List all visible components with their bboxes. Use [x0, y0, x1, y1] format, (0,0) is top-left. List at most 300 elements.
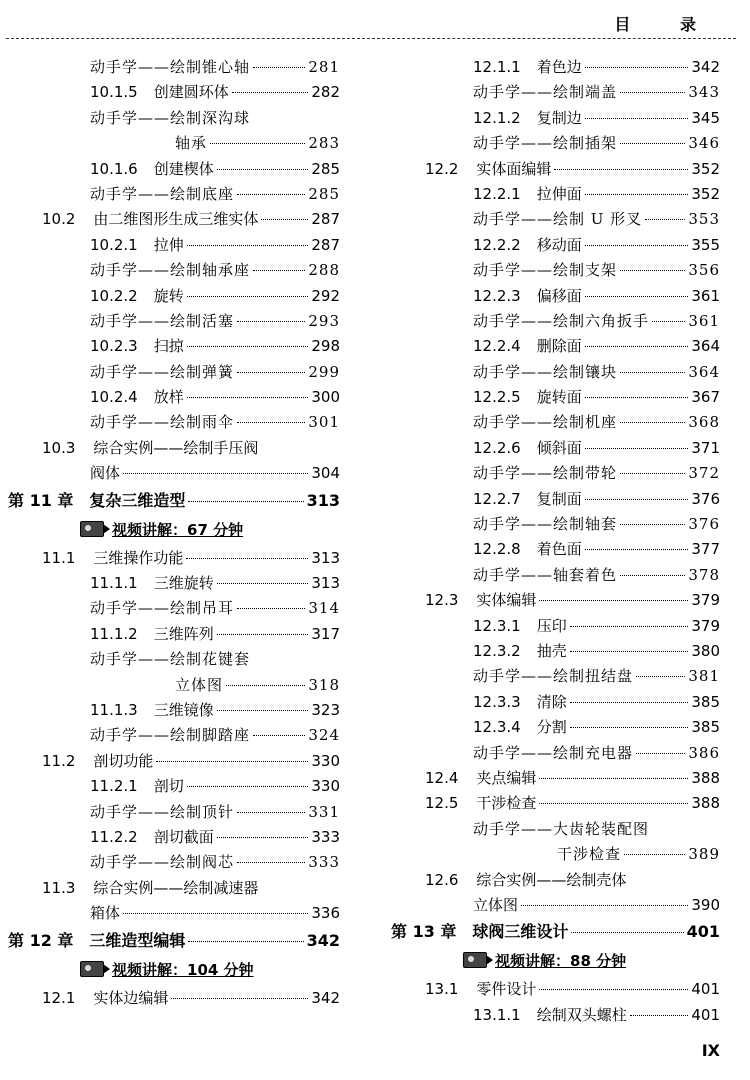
toc-entry-title: 动手学——轴套着色 [473, 565, 618, 584]
toc-page-number: 361 [688, 311, 720, 330]
toc-entry-title: 动手学——绘制锥心轴 [90, 58, 251, 76]
toc-exercise-entry [0, 183, 340, 208]
toc-entry-title: 旋转 [153, 286, 184, 305]
video-duration-note [385, 950, 720, 978]
toc-subsection-entry [0, 572, 340, 597]
toc-page-number: 318 [308, 675, 340, 694]
toc-subsection-entry [385, 538, 720, 563]
toc-subsection-entry [0, 285, 340, 310]
toc-section-entry [0, 208, 340, 233]
toc-subsection-entry [0, 81, 340, 106]
video-duration-note [0, 959, 340, 987]
toc-entry-title: 复制面 [536, 489, 582, 508]
dot-leader [630, 1015, 689, 1016]
toc-page-number: 298 [311, 337, 340, 356]
toc-entry-title: 立体图 [473, 895, 519, 914]
toc-page-number: 376 [688, 515, 720, 534]
toc-subsection-entry [0, 623, 340, 648]
dot-leader [620, 473, 685, 474]
video-camera-icon [80, 521, 104, 537]
toc-subsection-entry [385, 56, 720, 81]
dot-leader [217, 583, 309, 584]
toc-entry-title: 球阀三维设计 [472, 922, 569, 942]
toc-page-number: 353 [688, 210, 720, 229]
toc-entry-number: 13.1.1 [473, 1005, 521, 1024]
toc-entry-title: 动手学——绘制插架 [473, 134, 618, 153]
video-label: 视频讲解：104 分钟 [112, 960, 254, 979]
toc-entry-number: 11.1.1 [90, 574, 138, 593]
toc-entry-title: 三维造型编辑 [89, 930, 186, 950]
toc-page-number: 352 [691, 159, 720, 178]
toc-left-column [0, 56, 340, 1012]
toc-subsection-entry [385, 615, 720, 640]
toc-entry-number: 12.2.8 [473, 540, 521, 559]
toc-section-entry [385, 767, 720, 792]
toc-page-number: 283 [308, 134, 340, 153]
toc-page-number: 378 [688, 565, 720, 584]
toc-entry-title: 动手学——绘制六角扳手 [473, 311, 650, 330]
toc-entry-number: 第 13 章 [391, 922, 457, 942]
dot-leader [620, 575, 685, 576]
toc-entry-number: 11.2.2 [90, 827, 138, 846]
toc-entry-title: 动手学——绘制机座 [473, 413, 618, 432]
dot-leader [620, 422, 685, 423]
toc-page-number: 356 [688, 261, 720, 280]
toc-entry-title: 动手学——绘制深沟球 [90, 108, 251, 127]
toc-entry-title: 动手学——绘制支架 [473, 261, 618, 280]
dot-leader [188, 941, 303, 942]
toc-entry-number: 10.3 [42, 438, 76, 457]
toc-page-number: 342 [311, 988, 340, 1007]
toc-subsection-entry [385, 386, 720, 411]
dot-leader [585, 67, 689, 68]
toc-page-number: 364 [688, 362, 720, 381]
dot-leader [186, 558, 308, 559]
toc-entry-title: 拉伸 [153, 235, 184, 254]
toc-page-number: 401 [691, 1005, 720, 1024]
toc-entry-title: 零件设计 [476, 980, 537, 999]
toc-entry-title: 动手学——绘制 U 形叉 [473, 210, 643, 229]
toc-exercise-entry [385, 411, 720, 436]
toc-entry-number: 12.1 [42, 988, 76, 1007]
toc-exercise-entry [385, 843, 720, 868]
dot-leader [232, 92, 309, 93]
toc-section-entry [0, 902, 340, 927]
dot-leader [624, 854, 685, 855]
toc-section-entry [385, 589, 720, 614]
toc-subsection-entry [385, 716, 720, 741]
toc-section-entry [385, 978, 720, 1003]
toc-entry-number: 第 11 章 [8, 490, 74, 510]
toc-page-number: 323 [311, 700, 340, 719]
toc-entry-number: 10.1.6 [90, 159, 138, 178]
toc-entry-title: 动手学——绘制充电器 [473, 743, 634, 762]
toc-page-number: 377 [691, 540, 720, 559]
toc-subsection-entry [385, 107, 720, 132]
toc-section-entry [0, 877, 340, 902]
toc-entry-title: 综合实例——绘制壳体 [476, 870, 627, 889]
toc-page-number: 386 [688, 743, 720, 762]
toc-exercise-entry [0, 851, 340, 876]
dot-leader [187, 245, 309, 246]
toc-entry-number: 12.3 [425, 591, 459, 610]
toc-subsection-entry [385, 437, 720, 462]
toc-exercise-entry [0, 56, 340, 81]
toc-subsection-entry [0, 335, 340, 360]
toc-entry-title: 动手学——绘制雨伞 [90, 413, 235, 432]
toc-exercise-entry [0, 801, 340, 826]
footer-page-number: IX [701, 1041, 720, 1060]
toc-entry-title: 移动面 [536, 235, 582, 254]
toc-subsection-entry [0, 234, 340, 259]
toc-entry-title: 清除 [536, 692, 567, 711]
toc-page-number: 293 [308, 311, 340, 330]
toc-section-entry [385, 792, 720, 817]
toc-chapter-entry [385, 919, 720, 950]
video-label: 视频讲解：88 分钟 [495, 952, 627, 971]
toc-entry-number: 12.2.3 [473, 286, 521, 305]
toc-entry-title: 删除面 [536, 337, 582, 356]
toc-entry-number: 12.1.2 [473, 108, 521, 127]
toc-entry-number: 11.1.2 [90, 624, 138, 643]
dot-leader [620, 143, 685, 144]
toc-page-number: 333 [308, 853, 340, 872]
toc-entry-title: 动手学——绘制阀芯 [90, 853, 235, 872]
toc-entry-title: 动手学——绘制活塞 [90, 311, 235, 330]
toc-subsection-entry [385, 691, 720, 716]
toc-exercise-entry [385, 462, 720, 487]
toc-entry-number: 12.2.7 [473, 489, 521, 508]
toc-entry-number: 11.1.3 [90, 700, 138, 719]
toc-entry-title: 夹点编辑 [476, 768, 537, 787]
toc-entry-title: 三维操作功能 [93, 548, 184, 567]
toc-entry-number: 12.6 [425, 870, 459, 889]
dot-leader [539, 989, 688, 990]
toc-entry-title: 干涉检查 [476, 794, 537, 813]
toc-entry-title: 综合实例——绘制减速器 [93, 878, 259, 897]
toc-entry-title: 动手学——大齿轮装配图 [473, 819, 650, 838]
toc-exercise-entry [385, 81, 720, 106]
toc-subsection-entry [0, 699, 340, 724]
toc-entry-title: 着色边 [536, 58, 582, 76]
toc-page-number: 299 [308, 362, 340, 381]
dot-leader [585, 118, 689, 119]
toc-subsection-entry [385, 640, 720, 665]
toc-entry-number: 11.2 [42, 751, 76, 770]
toc-section-entry [0, 462, 340, 487]
toc-page-number: 352 [691, 184, 720, 203]
toc-page-number: 389 [688, 845, 720, 864]
toc-entry-title: 实体面编辑 [476, 159, 552, 178]
toc-page-number: 345 [691, 108, 720, 127]
dot-leader [217, 837, 309, 838]
toc-page-number: 361 [691, 286, 720, 305]
dot-leader [123, 473, 308, 474]
video-label: 视频讲解：67 分钟 [112, 520, 244, 539]
toc-chapter-entry [0, 928, 340, 959]
toc-entry-number: 10.2.4 [90, 388, 138, 407]
toc-exercise-entry [0, 724, 340, 749]
toc-exercise-entry [385, 564, 720, 589]
toc-entry-title: 绘制双头螺柱 [536, 1005, 627, 1024]
toc-entry-number: 10.1.5 [90, 83, 138, 102]
dot-leader [620, 524, 685, 525]
toc-entry-title: 复制边 [536, 108, 582, 127]
toc-page-number: 292 [311, 286, 340, 305]
toc-exercise-entry [385, 665, 720, 690]
dot-leader [217, 634, 309, 635]
toc-page-number: 401 [691, 980, 720, 999]
dot-leader [636, 753, 685, 754]
toc-section-entry [0, 987, 340, 1012]
toc-page-number: 368 [688, 413, 720, 432]
toc-entry-title: 实体边编辑 [93, 988, 169, 1007]
dot-leader [554, 169, 688, 170]
toc-exercise-entry [385, 818, 720, 843]
toc-entry-title: 动手学——绘制脚踏座 [90, 726, 251, 745]
toc-exercise-entry [385, 361, 720, 386]
toc-entry-number: 11.3 [42, 878, 76, 897]
toc-page-number: 371 [691, 438, 720, 457]
toc-exercise-entry [0, 361, 340, 386]
toc-page-number: 285 [311, 159, 340, 178]
toc-page-number: 367 [691, 388, 720, 407]
toc-entry-title: 旋转面 [536, 388, 582, 407]
toc-page-number: 390 [691, 895, 720, 914]
dot-leader [261, 219, 308, 220]
toc-entry-title: 动手学——绘制镶块 [473, 362, 618, 381]
toc-page-number: 380 [691, 641, 720, 660]
toc-entry-number: 10.2.2 [90, 286, 138, 305]
toc-entry-title: 动手学——绘制花键套 [90, 650, 251, 669]
toc-exercise-entry [0, 674, 340, 699]
toc-entry-title: 动手学——绘制底座 [90, 184, 235, 203]
toc-entry-number: 11.2.1 [90, 777, 138, 796]
toc-entry-number: 12.2.1 [473, 184, 521, 203]
toc-entry-title: 动手学——绘制带轮 [473, 464, 618, 483]
toc-page-number: 342 [691, 58, 720, 76]
toc-entry-title: 偏移面 [536, 286, 582, 305]
video-duration-note [0, 519, 340, 547]
toc-page-number: 385 [691, 718, 720, 737]
dot-leader [570, 626, 689, 627]
toc-exercise-entry [0, 259, 340, 284]
toc-section-entry [0, 750, 340, 775]
toc-page-number: 342 [306, 930, 340, 950]
toc-page-number: 385 [691, 692, 720, 711]
dot-leader [585, 296, 689, 297]
toc-page-number: 401 [686, 922, 720, 942]
video-camera-icon [463, 952, 487, 968]
dot-leader [217, 169, 309, 170]
dot-leader [156, 761, 308, 762]
toc-entry-title: 剖切截面 [153, 827, 214, 846]
toc-subsection-entry [385, 183, 720, 208]
toc-page-number: 381 [688, 667, 720, 686]
toc-page-number: 376 [691, 489, 720, 508]
toc-subsection-entry [385, 1004, 720, 1029]
toc-section-entry [0, 437, 340, 462]
dot-leader [171, 998, 308, 999]
toc-page-number: 388 [691, 794, 720, 813]
toc-entry-title: 轴承 [175, 134, 208, 153]
toc-entry-title: 动手学——绘制吊耳 [90, 599, 235, 618]
dot-leader [187, 786, 309, 787]
toc-page-number: 313 [311, 548, 340, 567]
toc-subsection-entry [0, 158, 340, 183]
toc-page-number: 330 [311, 777, 340, 796]
toc-entry-title: 干涉检查 [557, 845, 622, 864]
toc-page-number: 285 [308, 184, 340, 203]
toc-page-number: 281 [308, 58, 340, 76]
dot-leader [571, 932, 683, 933]
dot-leader [585, 245, 689, 246]
toc-page-number: 287 [311, 210, 340, 229]
toc-section-entry [385, 869, 720, 894]
toc-page-number: 372 [688, 464, 720, 483]
toc-entry-number: 12.4 [425, 768, 459, 787]
toc-subsection-entry [0, 775, 340, 800]
dot-leader [217, 710, 309, 711]
toc-entry-title: 动手学——绘制轴承座 [90, 261, 251, 280]
toc-entry-title: 动手学——绘制扭结盘 [473, 667, 634, 686]
toc-entry-number: 13.1 [425, 980, 459, 999]
toc-exercise-entry [0, 411, 340, 436]
toc-entry-number: 12.5 [425, 794, 459, 813]
dot-leader [585, 346, 689, 347]
dot-leader [636, 676, 685, 677]
dot-leader [620, 372, 685, 373]
toc-entry-number: 12.3.2 [473, 641, 521, 660]
toc-exercise-entry [385, 742, 720, 767]
toc-subsection-entry [0, 386, 340, 411]
toc-page-number: 331 [308, 802, 340, 821]
dot-leader [521, 905, 688, 906]
toc-subsection-entry [385, 234, 720, 259]
toc-entry-number: 12.2.5 [473, 388, 521, 407]
dot-leader [210, 143, 305, 144]
toc-page-number: 355 [691, 235, 720, 254]
dot-leader [570, 651, 689, 652]
dot-leader [237, 862, 305, 863]
toc-entry-title: 动手学——绘制顶针 [90, 802, 235, 821]
toc-entry-title: 动手学——绘制弹簧 [90, 362, 235, 381]
toc-exercise-entry [0, 597, 340, 622]
page-header-title: 目 录 [614, 15, 718, 34]
toc-entry-title: 由二维图形生成三维实体 [93, 210, 259, 229]
dot-leader [237, 422, 305, 423]
toc-entry-title: 三维旋转 [153, 574, 214, 593]
dot-leader [237, 608, 305, 609]
toc-section-entry [385, 894, 720, 919]
dot-leader [253, 270, 305, 271]
header-divider [6, 38, 736, 39]
toc-entry-number: 10.2.1 [90, 235, 138, 254]
toc-page-number: 282 [311, 83, 340, 102]
toc-entry-number: 12.2.2 [473, 235, 521, 254]
dot-leader [253, 67, 305, 68]
dot-leader [645, 219, 685, 220]
toc-entry-number: 12.2.4 [473, 337, 521, 356]
toc-right-column [385, 56, 720, 1029]
dot-leader [237, 194, 305, 195]
dot-leader [570, 727, 689, 728]
dot-leader [652, 321, 685, 322]
dot-leader [585, 194, 689, 195]
toc-entry-title: 三维阵列 [153, 624, 214, 643]
toc-page-number: 364 [691, 337, 720, 356]
dot-leader [620, 270, 685, 271]
toc-entry-title: 综合实例——绘制手压阀 [93, 438, 259, 457]
toc-page-number: 379 [691, 616, 720, 635]
toc-section-entry [0, 547, 340, 572]
dot-leader [123, 913, 308, 914]
toc-entry-number: 12.3.3 [473, 692, 521, 711]
toc-subsection-entry [385, 285, 720, 310]
toc-entry-title: 压印 [536, 616, 567, 635]
toc-page-number: 314 [308, 599, 340, 618]
toc-entry-number: 10.2.3 [90, 337, 138, 356]
toc-entry-title: 剖切功能 [93, 751, 154, 770]
toc-exercise-entry [0, 107, 340, 132]
dot-leader [585, 549, 689, 550]
toc-exercise-entry [0, 310, 340, 335]
toc-entry-number: 第 12 章 [8, 930, 74, 950]
toc-page-number: 313 [311, 574, 340, 593]
toc-entry-title: 放样 [153, 388, 184, 407]
toc-exercise-entry [385, 132, 720, 157]
toc-chapter-entry [0, 488, 340, 519]
toc-page-number: 333 [311, 827, 340, 846]
dot-leader [253, 735, 305, 736]
toc-entry-title: 扫掠 [153, 337, 184, 356]
dot-leader [585, 397, 689, 398]
toc-page-number: 324 [308, 726, 340, 745]
toc-entry-title: 剖切 [153, 777, 184, 796]
toc-entry-title: 实体编辑 [476, 591, 537, 610]
toc-page-number: 288 [308, 261, 340, 280]
toc-page-number: 304 [311, 464, 340, 483]
toc-subsection-entry [385, 335, 720, 360]
toc-entry-title: 箱体 [90, 904, 121, 923]
toc-page-number: 388 [691, 768, 720, 787]
dot-leader [620, 92, 685, 93]
dot-leader [226, 685, 305, 686]
toc-subsection-entry [385, 488, 720, 513]
toc-entry-title: 动手学——绘制轴套 [473, 515, 618, 534]
dot-leader [187, 397, 309, 398]
toc-entry-number: 12.2.6 [473, 438, 521, 457]
toc-page-number: 313 [306, 490, 340, 510]
toc-entry-title: 创建圆环体 [153, 83, 229, 102]
dot-leader [188, 501, 303, 502]
toc-page-number: 301 [308, 413, 340, 432]
toc-entry-title: 创建楔体 [153, 159, 214, 178]
toc-entry-title: 复杂三维造型 [89, 490, 186, 510]
toc-page-number: 300 [311, 388, 340, 407]
dot-leader [539, 778, 688, 779]
toc-page-number: 343 [688, 83, 720, 102]
toc-exercise-entry [385, 513, 720, 538]
toc-entry-title: 抽壳 [536, 641, 567, 660]
toc-page-number: 336 [311, 904, 340, 923]
dot-leader [585, 499, 689, 500]
toc-entry-number: 12.3.4 [473, 718, 521, 737]
toc-entry-title: 分割 [536, 718, 567, 737]
toc-entry-title: 倾斜面 [536, 438, 582, 457]
toc-page-number: 317 [311, 624, 340, 643]
toc-exercise-entry [0, 648, 340, 673]
